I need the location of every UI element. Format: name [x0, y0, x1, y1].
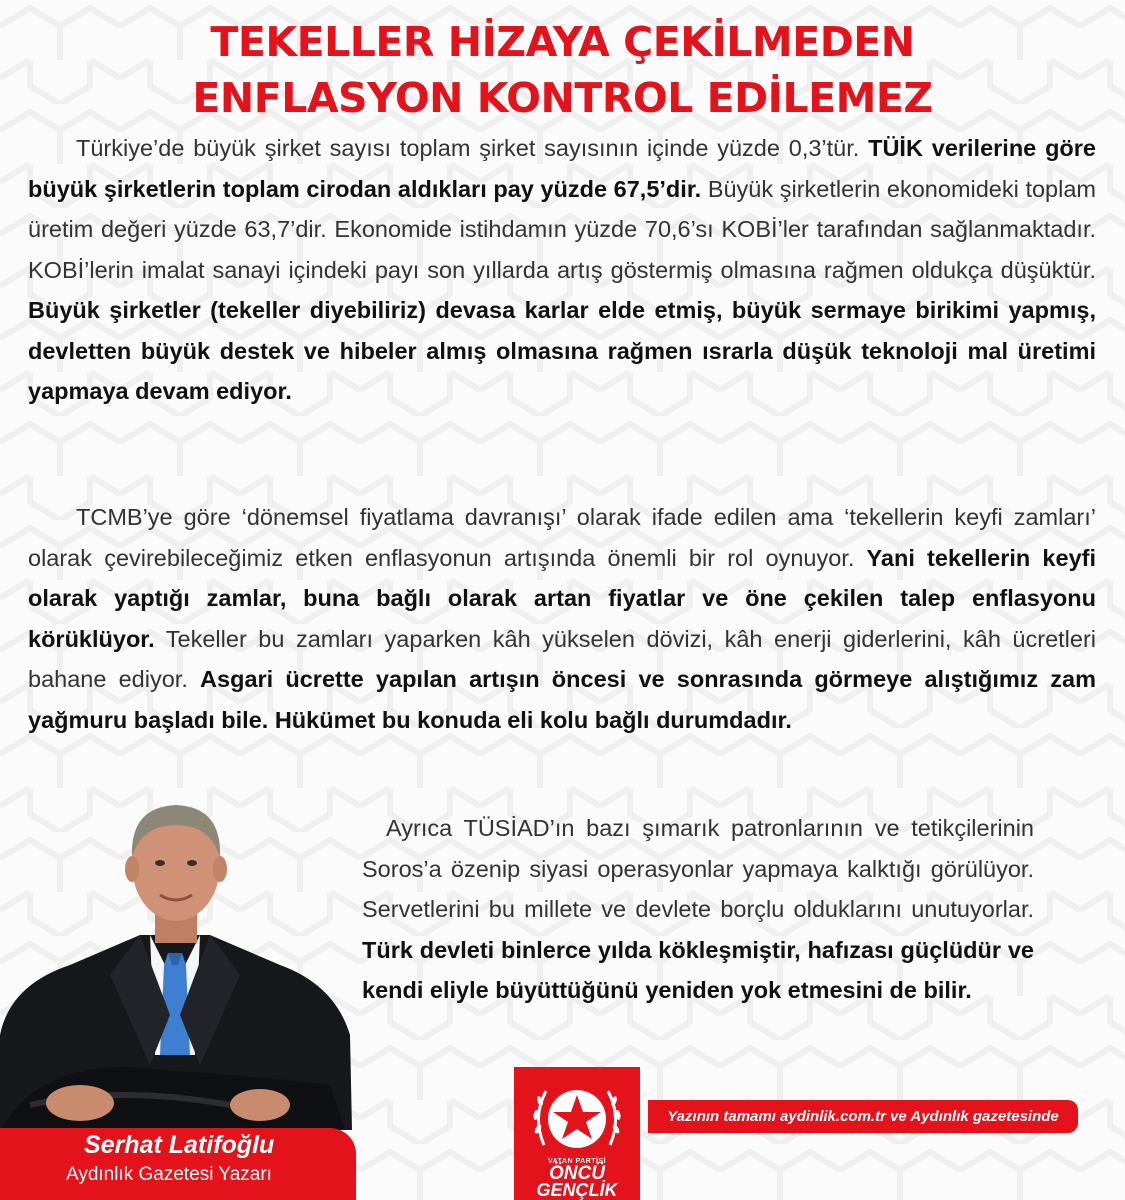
paragraph-2-run: TCMB’ye göre ‘dönemsel fiyatlama davranışı’ olarak ifade edilen ama ‘tekellerin keyfi zamları’ olarak çevirebileceğimiz etken enflasyonun artışında önemli bir rol oynuyor. — [28, 504, 1096, 571]
paragraph-3-run: Ayrıca TÜSİAD’ın bazı şımarık patronlarının ve tetikçilerinin Soros’a özenip siyasi operasyonlar yapmaya kalktığı görülüyor. Servetlerini bu millete ve devlete borçlu olduklarını unutuyorlar. — [362, 815, 1034, 922]
logo-party-text: VATAN PARTİSİ — [547, 1158, 607, 1165]
paragraph-1-bold-run: Büyük şirketler (tekeller diyebiliriz) devasa karlar elde etmiş, büyük sermaye birikimi yapmış, devletten büyük destek ve hibeler almış olmasına rağmen ısrarla düşük teknoloji mal üretimi yapmaya devam ediyor. — [28, 297, 1096, 404]
author-name: Serhat Latifoğlu — [84, 1131, 275, 1159]
author-portrait — [0, 785, 352, 1130]
paragraph-1-run: Türkiye’de büyük şirket sayısı toplam şirket sayısının içinde yüzde 0,3’tür. — [76, 135, 869, 161]
star-emblem-icon — [514, 1067, 640, 1159]
logo-word-oncu: ÖNCÜ — [549, 1163, 605, 1184]
paragraph-2 — [28, 497, 1096, 740]
headline — [0, 14, 1125, 126]
source-note: Yazının tamamı aydinlik.com.tr ve Aydınlık gazetesinde — [648, 1100, 1078, 1133]
headline-line-1: TEKELLER HİZAYA ÇEKİLMEDEN — [210, 18, 915, 66]
author-title: Aydınlık Gazetesi Yazarı — [66, 1164, 272, 1185]
paragraph-2-run: Tekeller bu zamları yaparken kâh yükselen dövizi, kâh enerji giderlerini, kâh ücretleri bahane ediyor. — [28, 625, 1096, 692]
paragraph-1 — [28, 128, 1096, 412]
paragraph-3-bold-run: Türk devleti binlerce yılda kökleşmiştir, hafızası güçlüdür ve kendi eliyle büyüttüğünü yeniden yok etmesini de bilir. — [362, 936, 1034, 1003]
paragraph-2-bold-run: Yani tekellerin keyfi olarak yaptığı zamlar, buna bağlı olarak artan fiyatlar ve öne çekilen talep enflasyonu körüklüyor. — [28, 544, 1096, 652]
paragraph-1-run: Büyük şirketlerin ekonomideki toplam üretim değeri yüzde 63,7’dir. Ekonomide istihdamın yüzde 70,6’sı KOBİ’ler tarafından sağlanmaktadır. KOBİ’lerin imalat sanayi içindeki payı son yıllarda artış göstermiş olmasına rağmen oldukça düşüktür. — [28, 175, 1096, 283]
paragraph-2-bold-run: Asgari ücrette yapılan artışın öncesi ve sonrasında görmeye alıştığımız zam yağmuru başladı bile. Hükümet bu konuda eli kolu bağlı durumdadır. — [28, 666, 1096, 733]
headline-line-2: ENFLASYON KONTROL EDİLEMEZ — [192, 74, 933, 122]
oncu-genclik-logo — [514, 1067, 640, 1200]
paragraph-1-bold-run: TÜİK verilerine göre büyük şirketlerin toplam cirodan aldıkları pay yüzde 67,5’dir. — [28, 135, 1096, 202]
logo-word-genclik: GENÇLİK — [536, 1180, 618, 1200]
paragraph-3 — [362, 808, 1034, 1011]
